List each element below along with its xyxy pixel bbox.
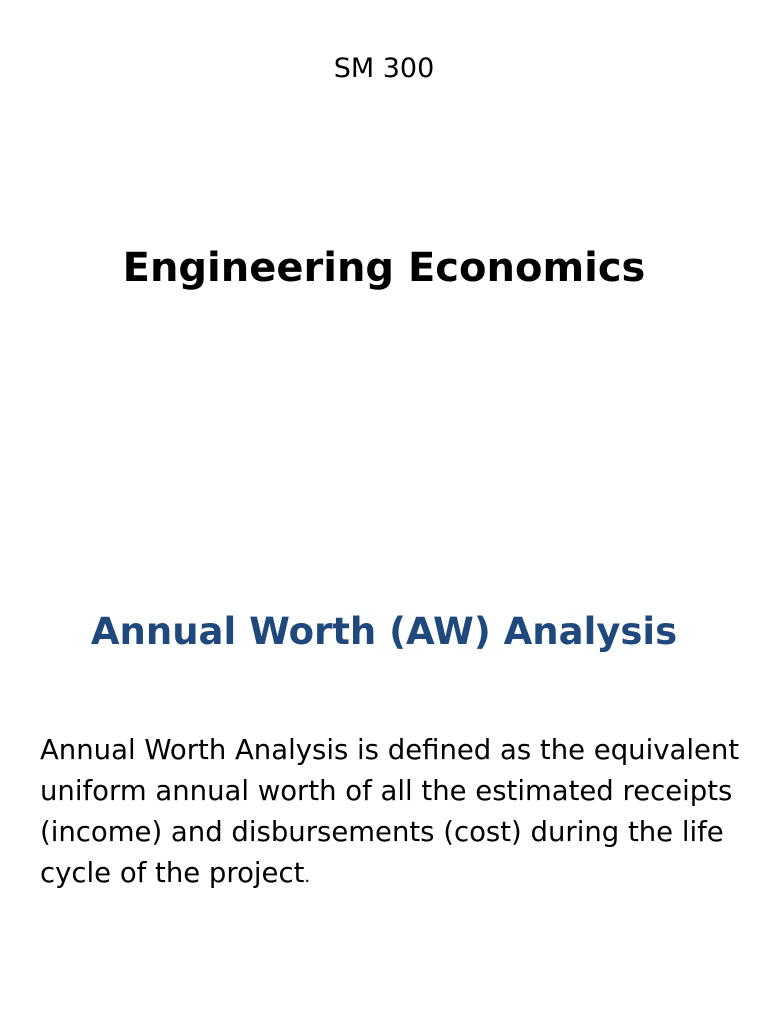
course-code: SM 300 <box>333 53 435 84</box>
definition-text: Annual Worth Analysis is defined as the equivalent uniform annual worth of all the estimated receipts (income) and disbursements (cost) during the life cycle of the project <box>40 734 740 889</box>
section-heading: Annual Worth (AW) Analysis <box>90 610 678 653</box>
definition-paragraph <box>40 730 752 897</box>
page-title: Engineering Economics <box>122 245 646 291</box>
definition-end-period: . <box>304 866 311 887</box>
